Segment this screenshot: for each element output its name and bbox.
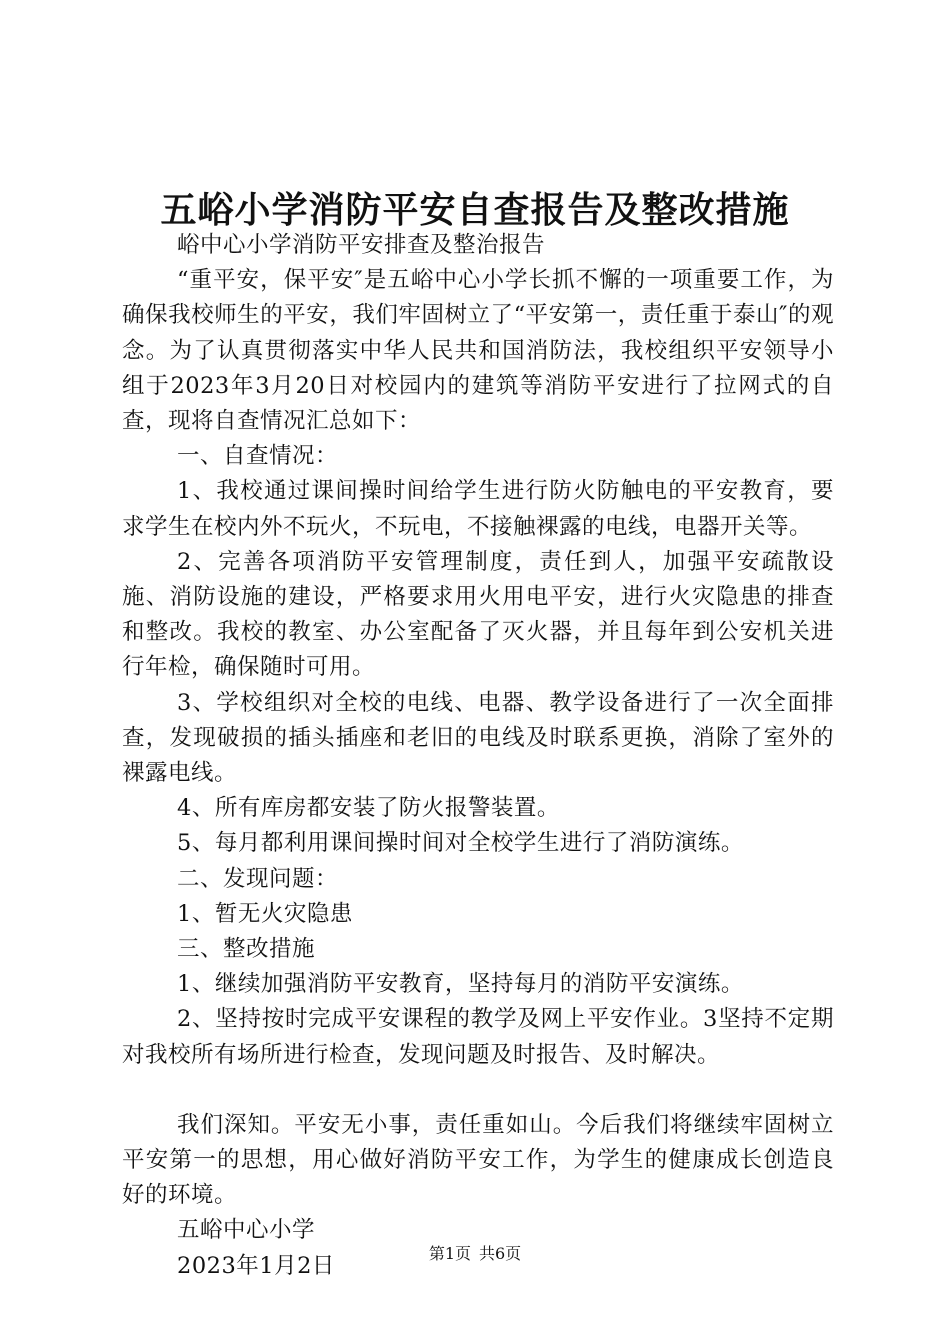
item-paragraph: 1、暂无火灾隐患 [177, 900, 353, 927]
paragraph-gap [122, 1073, 834, 1108]
page-total: 共6页 [479, 1244, 522, 1263]
item-paragraph: 5、每月都利用课间操时间对全校学生进行了消防演练。 [177, 830, 744, 857]
document-title: 五峪小学消防平安自查报告及整改措施 [160, 189, 790, 231]
section-heading-problems: 二、发现问题： [177, 865, 339, 892]
item-paragraph: 1、我校通过课间操时间给学生进行防火防触电的平安教育，要求学生在校内外不玩火，不玩电，不接触裸露的电线，电器开关等。 [122, 478, 834, 540]
item-paragraph: 1、继续加强消防平安教育，坚持每月的消防平安演练。 [177, 971, 744, 998]
item-paragraph: 4、所有库房都安装了防火报警装置。 [177, 795, 560, 822]
intro-paragraph: “重平安，保平安″是五峪中心小学长抓不懈的一项重要工作，为确保我校师生的平安，我们牢固树立了“平安第一，责任重于泰山″的观念。为了认真贯彻落实中华人民共和国消防法，我校组织平安领导小组于2023年3月20日对校园内的建筑等消防平安进行了拉网式的自查，现将自查情况汇总如下： [122, 267, 834, 435]
closing-paragraph: 我们深知。平安无小事，责任重如山。今后我们将继续牢固树立平安第一的思想，用心做好消防平安工作，为学生的健康成长创造良好的环境。 [122, 1111, 834, 1209]
page-number: 第1页 [428, 1244, 471, 1263]
document-body [122, 228, 834, 1284]
page-footer [0, 1244, 950, 1264]
signature-school: 五峪中心小学 [177, 1217, 316, 1244]
item-paragraph: 2、坚持按时完成平安课程的教学及网上平安作业。3坚持不定期对我校所有场所进行检查，发现问题及时报告、及时解决。 [122, 1006, 834, 1068]
signature-date: 2023年1月2日 [177, 1252, 335, 1279]
section-heading-measures: 三、整改措施 [177, 936, 316, 963]
section-heading-self-check: 一、自查情况： [177, 443, 339, 470]
item-paragraph: 2、完善各项消防平安管理制度，责任到人，加强平安疏散设施、消防设施的建设，严格要求用火用电平安，进行火灾隐患的排查和整改。我校的教室、办公室配备了灭火器，并且每年到公安机关进行年检，确保随时可用。 [122, 548, 834, 681]
item-paragraph: 3、学校组织对全校的电线、电器、教学设备进行了一次全面排查，发现破损的插头插座和老旧的电线及时联系更换，消除了室外的裸露电线。 [122, 689, 834, 787]
subtitle-paragraph: 峪中心小学消防平安排查及整治报告 [177, 232, 546, 258]
